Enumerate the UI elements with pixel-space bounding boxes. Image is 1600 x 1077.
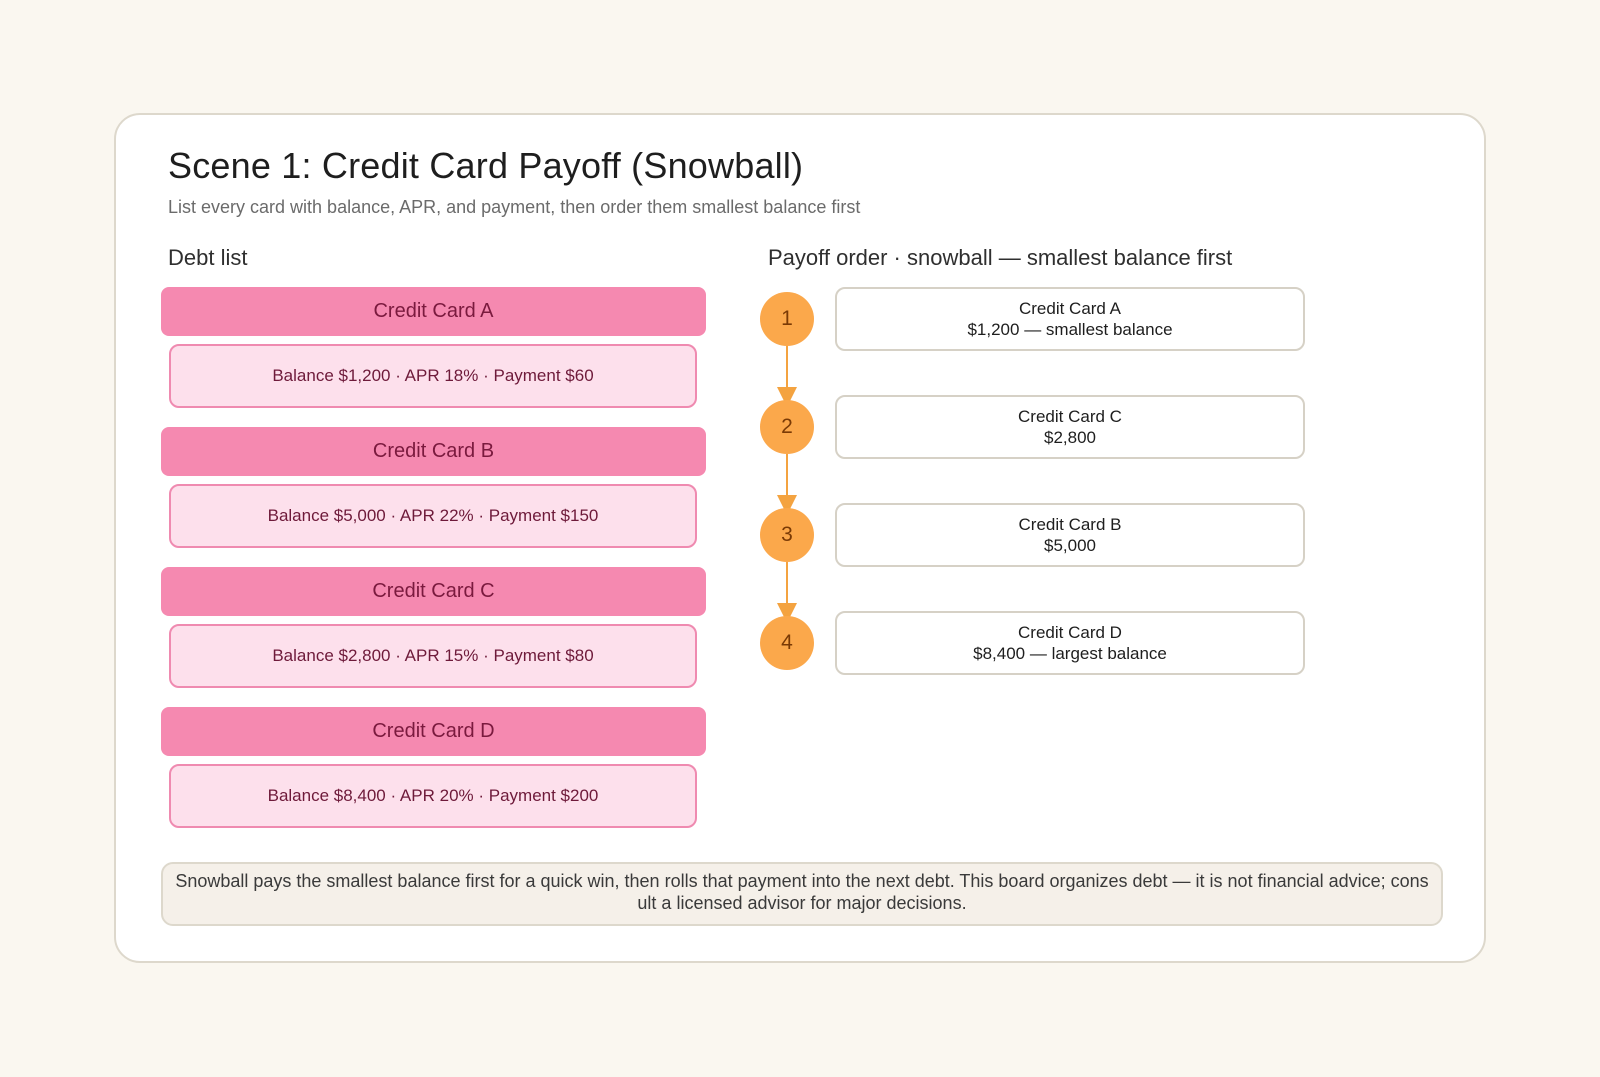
step-3-detail: $5,000: [1044, 536, 1096, 555]
debt-card-a-detail: Balance $1,200 · APR 18% · Payment $60: [169, 344, 697, 408]
step-number-1: 1: [760, 292, 814, 346]
step-number-2: 2: [760, 400, 814, 454]
debt-card-d-header: Credit Card D: [161, 707, 706, 756]
payoff-order-label: Payoff order · snowball — smallest balance first: [768, 245, 1233, 270]
disclaimer-note: Snowball pays the smallest balance first for a quick win, then rolls that payment into the next debt. This board organizes debt — it is not financial advice; consult a licensed advisor for major decisions.: [161, 862, 1443, 926]
debt-card-d-detail: Balance $8,400 · APR 20% · Payment $200: [169, 764, 697, 828]
page-title: Scene 1: Credit Card Payoff (Snowball): [168, 145, 804, 186]
debt-card-b-header: Credit Card B: [161, 427, 706, 476]
step-3-name: Credit Card B: [1018, 515, 1122, 534]
step-2-detail: $2,800: [1044, 428, 1096, 447]
step-1-detail: $1,200 — smallest balance: [967, 320, 1173, 339]
step-number-3: 3: [760, 508, 814, 562]
step-2-name: Credit Card C: [1018, 407, 1122, 426]
step-4-detail: $8,400 — largest balance: [973, 644, 1167, 663]
debt-card-c-header: Credit Card C: [161, 567, 706, 616]
debt-card-a-header: Credit Card A: [161, 287, 706, 336]
debt-list-label: Debt list: [168, 245, 248, 270]
step-box-3: [835, 503, 1305, 567]
page-subtitle: List every card with balance, APR, and payment, then order them smallest balance first: [168, 197, 861, 217]
debt-card-b-detail: Balance $5,000 · APR 22% · Payment $150: [169, 484, 697, 548]
debt-card-c-detail: Balance $2,800 · APR 15% · Payment $80: [169, 624, 697, 688]
step-box-4: [835, 611, 1305, 675]
step-4-name: Credit Card D: [1018, 623, 1122, 642]
step-1-name: Credit Card A: [1018, 299, 1122, 318]
step-number-4: 4: [760, 616, 814, 670]
step-box-2: [835, 395, 1305, 459]
board: [114, 113, 1486, 963]
step-box-1: [835, 287, 1305, 351]
